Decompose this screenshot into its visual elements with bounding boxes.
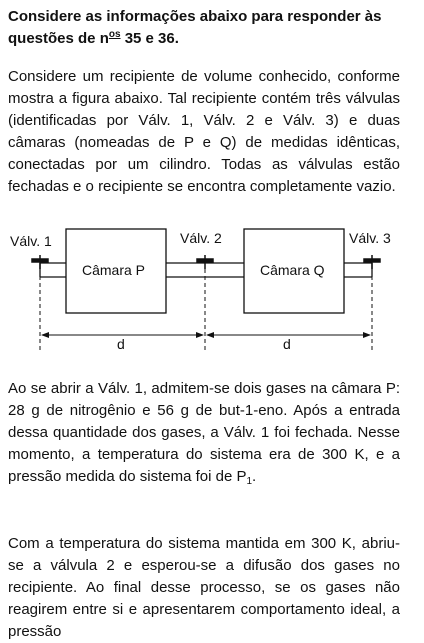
- diffusion-paragraph: Com a temperatura do sistema mantida em 300 K, abriu-se a válvula 2 e esperou-se a difusão dos gases no recipiente. Ao final desse processo, se os gases não reagirem entre si e apresentarem comportamento ideal, a pressão: [8, 535, 400, 640]
- heading-superscript: os: [108, 29, 121, 40]
- chamber-p-label: Câmara P: [82, 262, 146, 278]
- valve-3-label: Válv. 3: [349, 230, 391, 246]
- valve-2-label: Válv. 2: [180, 230, 222, 246]
- gas-admission-paragraph: [8, 378, 400, 488]
- gas-admission-end: .: [252, 468, 257, 485]
- arrowhead: [206, 332, 214, 338]
- arrowhead: [196, 332, 204, 338]
- pressure-subscript: 1: [246, 476, 253, 487]
- intro-paragraph: Considere um recipiente de volume conhecido, conforme mostra a figura abaixo. Tal recipiente contém três válvulas (identificadas por Válv. 1, Válv. 2 e Válv. 3) e duas câmaras (nomeadas de P e Q) de medidas idênticas, conectadas por um cilindro. Todas as válvulas estão fechadas e o recipiente se encontra completamente vazio.: [8, 68, 400, 195]
- distance-label-right: d: [283, 336, 291, 352]
- heading-text: Considere as informações abaixo para responder às questões de n: [8, 8, 382, 47]
- arrowhead: [41, 332, 49, 338]
- distance-label-left: d: [117, 336, 125, 352]
- gas-admission-text: Ao se abrir a Válv. 1, admitem-se dois gases na câmara P: 28 g de nitrogênio e 56 g de but-1-eno. Após a entrada dessa quantidade dos gases, a Válv. 1 foi fechada. Nesse momento, a temperatura do sistema era de 300 K, e a pressão medida do sistema foi de P: [8, 380, 400, 485]
- container-diagram: [0, 225, 424, 375]
- question-heading: [8, 6, 398, 50]
- heading-tail: 35 e 36.: [120, 30, 179, 47]
- valve-1-label: Válv. 1: [10, 233, 52, 249]
- arrowhead: [363, 332, 371, 338]
- chamber-q-label: Câmara Q: [260, 262, 325, 278]
